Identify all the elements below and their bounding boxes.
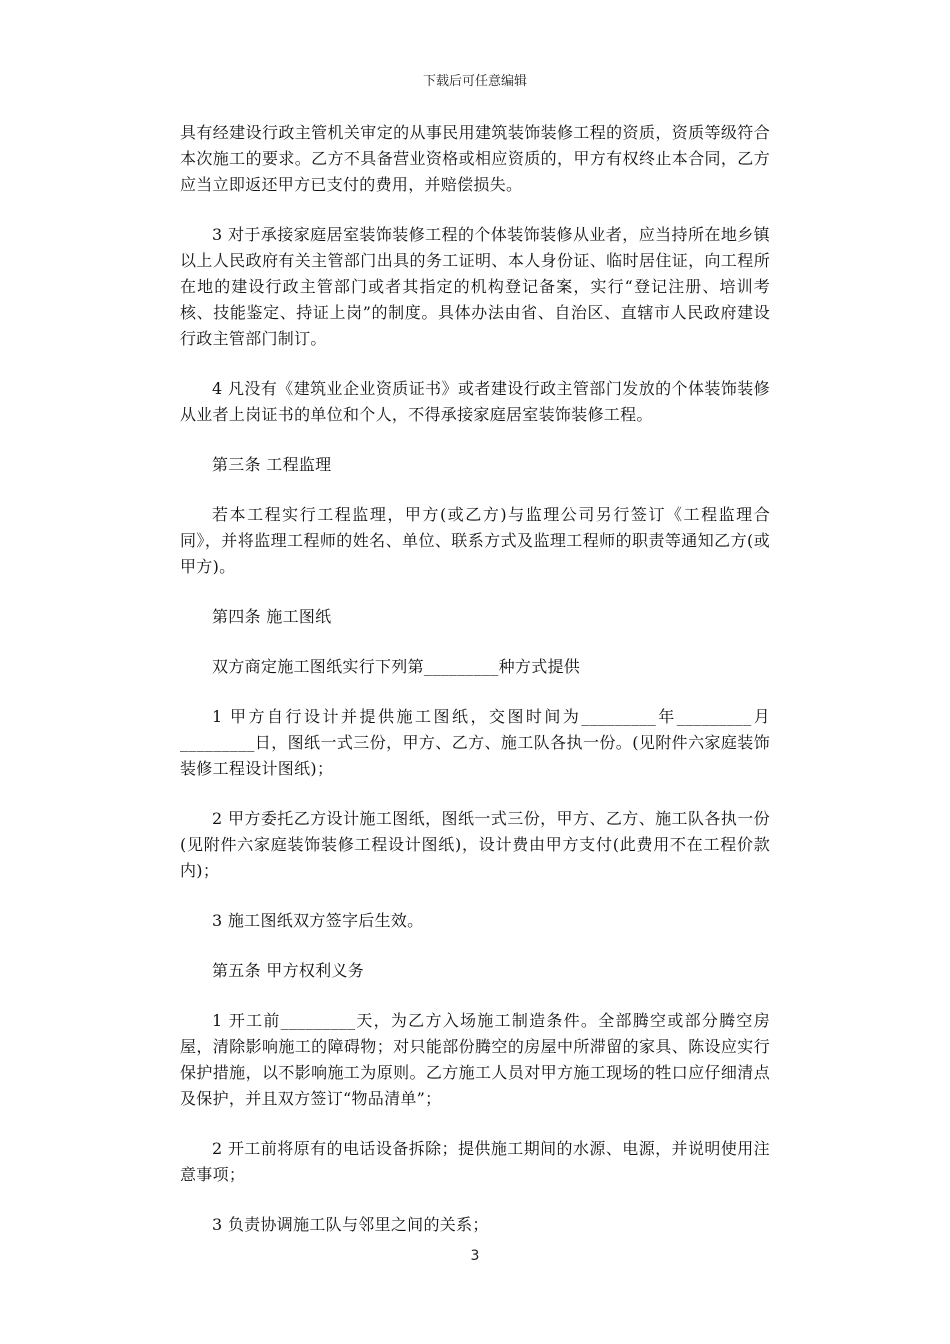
- paragraph-drawings-3: 3 施工图纸双方签字后生效。: [212, 911, 424, 930]
- paragraph-supervision: 若本工程实行工程监理，甲方(或乙方)与监理公司另行签订《工程监理合同》，并将监理工程师的姓名、单位、联系方式及监理工程师的职责等通知乙方(或甲方)。: [180, 505, 770, 576]
- document-body: [180, 120, 770, 1262]
- paragraph-drawings-1: 1 甲方自行设计并提供施工图纸，交图时间为_________年_________月_________日，图纸一式三份，甲方、乙方、施工队各执一份。(见附件六家庭装饰装修工程设计图纸)；: [180, 707, 770, 778]
- paragraph-duties-3: 3 负责协调施工队与邻里之间的关系；: [212, 1215, 489, 1234]
- paragraph-item-4: 4 凡没有《建筑业企业资质证书》或者建设行政主管部门发放的个体装饰装修从业者上岗证书的单位和个人，不得承接家庭居室装饰装修工程。: [180, 379, 770, 424]
- page-number: 3: [470, 1248, 480, 1264]
- paragraph-qualification-continued: 具有经建设行政主管机关审定的从事民用建筑装饰装修工程的资质，资质等级符合本次施工的要求。乙方不具备营业资格或相应资质的，甲方有权终止本合同，乙方应当立即返还甲方已支付的费用，并赔偿损失。: [180, 123, 770, 194]
- paragraph-duties-1: 1 开工前_________天，为乙方入场施工制造条件。全部腾空或部分腾空房屋，清除影响施工的障碍物；对只能部份腾空的房屋中所滞留的家具、陈设应实行保护措施，以不影响施工为原则。乙方施工人员对甲方施工现场的牲口应仔细清点及保护，并且双方签订“物品清单”；: [180, 1011, 770, 1108]
- paragraph-drawings-2: 2 甲方委托乙方设计施工图纸，图纸一式三份，甲方、乙方、施工队各执一份(见附件六家庭装饰装修工程设计图纸)，设计费由甲方支付(此费用不在工程价款内)；: [180, 809, 770, 880]
- section-heading-4: 第四条 施工图纸: [212, 607, 332, 626]
- paragraph-drawings-intro: 双方商定施工图纸实行下列第_________种方式提供: [212, 657, 581, 676]
- paragraph-item-3: 3 对于承接家庭居室装饰装修工程的个体装饰装修从业者，应当持所在地乡镇以上人民政府有关主管部门出具的务工证明、本人身份证、临时居住证，向工程所在地的建设行政主管部门或者其指定的机构登记备案，实行“登记注册、培训考核、技能鉴定、持证上岗”的制度。具体办法由省、自治区、直辖市人民政府建设行政主管部门制订。: [180, 225, 770, 348]
- header-note: 下载后可任意编辑: [422, 74, 527, 89]
- paragraph-duties-2: 2 开工前将原有的电话设备拆除；提供施工期间的水源、电源，并说明使用注意事项；: [180, 1139, 770, 1184]
- section-heading-3: 第三条 工程监理: [212, 455, 332, 474]
- section-heading-5: 第五条 甲方权利义务: [212, 961, 365, 980]
